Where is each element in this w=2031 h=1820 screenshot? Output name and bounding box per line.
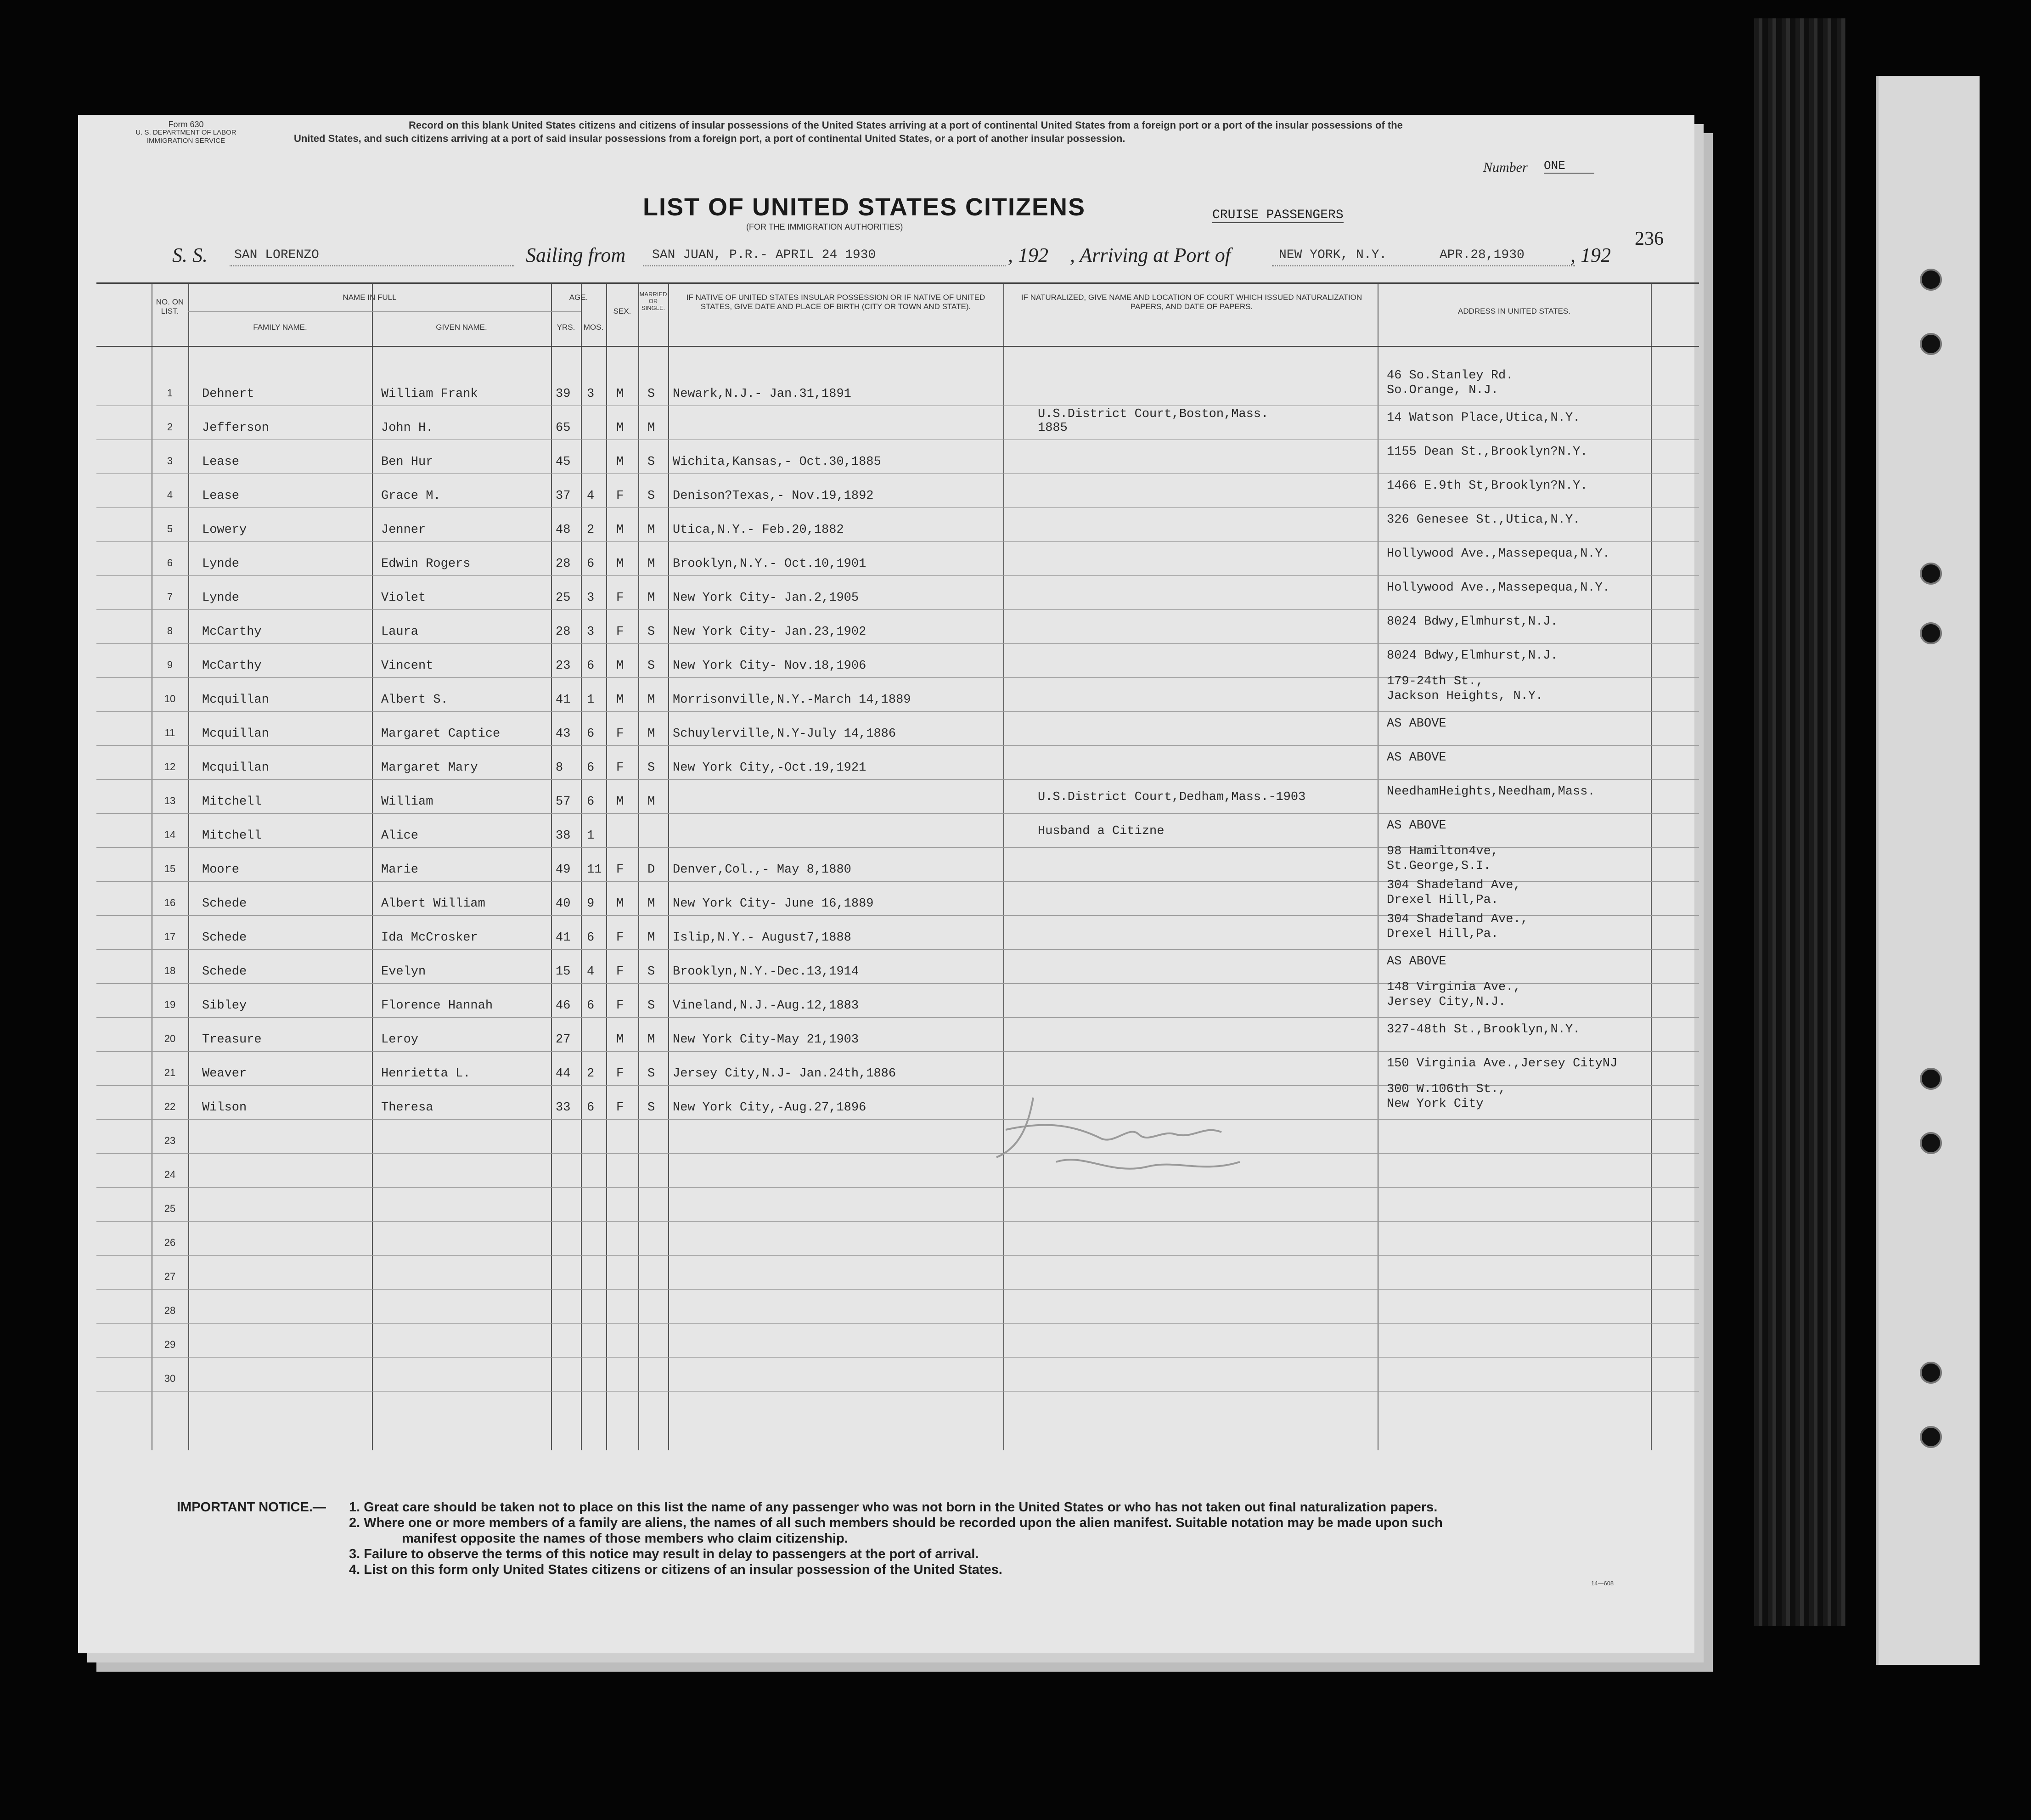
address: AS ABOVE <box>1387 717 1446 731</box>
family-name: McCarthy <box>202 625 262 639</box>
birth-info: Jersey City,N.J- Jan.24th,1886 <box>673 1067 896 1081</box>
punch-hole <box>1920 563 1942 585</box>
punch-hole <box>1920 1068 1942 1090</box>
address-line-2: Jersey City,N.J. <box>1387 995 1506 1009</box>
sex: M <box>616 659 624 673</box>
marital-status: M <box>647 931 655 945</box>
marital-status: S <box>647 965 655 979</box>
age-years: 65 <box>556 421 571 435</box>
important-notice <box>177 1499 1660 1578</box>
row-number: 17 <box>164 931 176 942</box>
family-name: Lowery <box>202 523 247 537</box>
age-months: 11 <box>587 863 602 877</box>
sex: F <box>616 489 624 503</box>
ship-underline <box>230 265 514 266</box>
row-rule <box>96 1017 1699 1018</box>
form-number: Form 630 <box>168 120 204 129</box>
punch-hole <box>1920 269 1942 291</box>
family-name: Weaver <box>202 1067 247 1081</box>
address-line-2: St.George,S.I. <box>1387 859 1491 873</box>
row-rule <box>96 1187 1699 1188</box>
given-name: Laura <box>381 625 419 639</box>
address: 14 Watson Place,Utica,N.Y. <box>1387 411 1581 425</box>
naturalization-date: 1885 <box>1038 421 1068 435</box>
notice-item-4: 4. List on this form only United States citizens or citizens of an insular possession of the United States. <box>349 1562 1002 1577</box>
form-code: 14—608 <box>1591 1580 1614 1587</box>
address: 300 W.106th St., <box>1387 1082 1506 1096</box>
page-subtitle: (FOR THE IMMIGRATION AUTHORITIES) <box>746 222 903 231</box>
marital-status: M <box>647 557 655 571</box>
age-years: 48 <box>556 523 571 537</box>
age-years: 23 <box>556 659 571 673</box>
address: 148 Virginia Ave., <box>1387 980 1521 994</box>
given-name: Grace M. <box>381 489 441 503</box>
age-months: 2 <box>587 1067 595 1081</box>
ship-name: SAN LORENZO <box>234 248 319 262</box>
address-line-2: So.Orange, N.J. <box>1387 383 1499 397</box>
row-rule <box>96 609 1699 610</box>
birth-info: Islip,N.Y.- August7,1888 <box>673 931 851 945</box>
family-name: Lease <box>202 455 240 469</box>
sex: M <box>616 557 624 571</box>
address: NeedhamHeights,Needham,Mass. <box>1387 785 1595 799</box>
address: 304 Shadeland Ave., <box>1387 913 1528 926</box>
sex: F <box>616 931 624 945</box>
sex: M <box>616 693 624 707</box>
family-name: Treasure <box>202 1033 262 1047</box>
family-name: McCarthy <box>202 659 262 673</box>
col-yrs: YRS. <box>557 323 575 332</box>
row-number: 25 <box>164 1203 176 1214</box>
age-years: 45 <box>556 455 571 469</box>
row-number: 24 <box>164 1169 176 1180</box>
age-years: 43 <box>556 727 571 741</box>
row-rule <box>96 1357 1699 1358</box>
address-line-2: New York City <box>1387 1097 1484 1111</box>
age-months: 6 <box>587 659 595 673</box>
marital-status: S <box>647 625 655 639</box>
row-rule <box>96 745 1699 746</box>
address: Hollywood Ave.,Massepequa,N.Y. <box>1387 581 1610 595</box>
row-rule <box>96 575 1699 576</box>
birth-info: Denison?Texas,- Nov.19,1892 <box>673 489 874 503</box>
ss-label: S. S. <box>172 244 208 266</box>
address: Hollywood Ave.,Massepequa,N.Y. <box>1387 547 1610 561</box>
year-suffix-1: , 192 <box>1008 244 1048 266</box>
passenger-table <box>96 282 1699 1450</box>
row-number: 18 <box>164 965 176 976</box>
row-number: 23 <box>164 1135 176 1146</box>
sex: M <box>616 455 624 469</box>
age-months: 6 <box>587 727 595 741</box>
given-name: Albert William <box>381 897 485 911</box>
given-name: Marie <box>381 863 419 877</box>
sailing-underline <box>643 265 1006 266</box>
sex: M <box>616 421 624 435</box>
binding-edge <box>1754 18 1846 1626</box>
row-number: 19 <box>164 999 176 1010</box>
birth-info: Wichita,Kansas,- Oct.30,1885 <box>673 455 881 469</box>
family-name: Schede <box>202 897 247 911</box>
family-name: Mitchell <box>202 795 262 809</box>
row-number: 7 <box>167 591 173 603</box>
marital-status: S <box>647 387 655 401</box>
punch-hole <box>1920 1426 1942 1448</box>
marital-status: S <box>647 455 655 469</box>
birth-info: New York City- Jan.2,1905 <box>673 591 859 605</box>
family-name: Mcquillan <box>202 761 269 775</box>
row-rule <box>96 541 1699 542</box>
age-months: 4 <box>587 489 595 503</box>
sex: F <box>616 965 624 979</box>
birth-info: Brooklyn,N.Y.-Dec.13,1914 <box>673 965 859 979</box>
age-years: 41 <box>556 931 571 945</box>
row-number: 9 <box>167 659 173 671</box>
row-number: 30 <box>164 1373 176 1384</box>
age-months: 6 <box>587 557 595 571</box>
age-years: 57 <box>556 795 571 809</box>
row-rule <box>96 1323 1699 1324</box>
address: AS ABOVE <box>1387 819 1446 833</box>
marital-status: S <box>647 999 655 1013</box>
col-sex: SEX. <box>613 307 631 316</box>
sex: F <box>616 1101 624 1115</box>
row-number: 14 <box>164 829 176 840</box>
age-months: 3 <box>587 625 595 639</box>
family-name: Lease <box>202 489 240 503</box>
sex: M <box>616 387 624 401</box>
age-years: 33 <box>556 1101 571 1115</box>
sex: F <box>616 761 624 775</box>
naturalization: Husband a Citizne <box>1038 824 1165 838</box>
marital-status: S <box>647 659 655 673</box>
family-name: Dehnert <box>202 387 254 401</box>
notice-item-2-cont: manifest opposite the names of those members who claim citizenship. <box>402 1531 848 1546</box>
given-name: Vincent <box>381 659 433 673</box>
address: 98 Hamilton4ve, <box>1387 845 1499 858</box>
age-years: 27 <box>556 1033 571 1047</box>
form-identifier <box>115 120 257 145</box>
age-years: 25 <box>556 591 571 605</box>
marital-status: S <box>647 1101 655 1115</box>
age-months: 6 <box>587 999 595 1013</box>
age-years: 38 <box>556 829 571 843</box>
row-number: 26 <box>164 1237 176 1248</box>
address: 327-48th St.,Brooklyn,N.Y. <box>1387 1023 1581 1037</box>
row-number: 22 <box>164 1101 176 1112</box>
number-value: ONE <box>1544 159 1594 174</box>
age-years: 46 <box>556 999 571 1013</box>
sex: F <box>616 591 624 605</box>
given-name: Margaret Mary <box>381 761 478 775</box>
year-suffix-2: , 192 <box>1570 244 1611 266</box>
row-number: 4 <box>167 489 173 501</box>
col-married-single: MARRIED OR SINGLE. <box>639 291 667 311</box>
age-months: 6 <box>587 931 595 945</box>
given-name: Violet <box>381 591 426 605</box>
birth-info: New York City- June 16,1889 <box>673 897 874 911</box>
birth-info: New York City,-Aug.27,1896 <box>673 1101 866 1115</box>
punch-hole <box>1920 1132 1942 1154</box>
marital-status: M <box>647 897 655 911</box>
birth-info: Morrisonville,N.Y.-March 14,1889 <box>673 693 911 707</box>
address: 304 Shadeland Ave, <box>1387 879 1521 892</box>
sex: F <box>616 625 624 639</box>
row-rule <box>96 711 1699 712</box>
family-name: Sibley <box>202 999 247 1013</box>
col-birth: IF NATIVE OF UNITED STATES INSULAR POSSESSION OR IF NATIVE OF UNITED STATES, GIVE DATE AND PLACE OF BIRTH (CITY OR TOWN AND STATE). <box>686 293 985 311</box>
row-number: 6 <box>167 557 173 569</box>
row-rule <box>96 1119 1699 1120</box>
col-age: AGE. <box>569 293 588 302</box>
col-family-name: FAMILY NAME. <box>253 323 307 332</box>
sex: F <box>616 1067 624 1081</box>
birth-info: Newark,N.J.- Jan.31,1891 <box>673 387 851 401</box>
age-months: 3 <box>587 387 595 401</box>
given-name: Margaret Captice <box>381 727 501 741</box>
marital-status: M <box>647 591 655 605</box>
arriving-underline <box>1272 265 1575 266</box>
row-rule <box>96 1391 1699 1392</box>
row-number: 16 <box>164 897 176 908</box>
col-name-in-full: NAME IN FULL <box>343 293 397 302</box>
row-number: 8 <box>167 625 173 637</box>
sailing-label: Sailing from <box>526 244 626 266</box>
row-rule <box>96 643 1699 644</box>
age-months: 1 <box>587 693 595 707</box>
punch-hole <box>1920 333 1942 355</box>
cruise-stamp: CRUISE PASSENGERS <box>1212 208 1344 222</box>
address: 326 Genesee St.,Utica,N.Y. <box>1387 513 1581 527</box>
row-rule <box>96 1289 1699 1290</box>
age-years: 39 <box>556 387 571 401</box>
address: 1466 E.9th St,Brooklyn?N.Y. <box>1387 479 1588 493</box>
birth-info: Utica,N.Y.- Feb.20,1882 <box>673 523 844 537</box>
marital-status: S <box>647 1067 655 1081</box>
address: 1155 Dean St.,Brooklyn?N.Y. <box>1387 445 1588 459</box>
birth-info: Brooklyn,N.Y.- Oct.10,1901 <box>673 557 866 571</box>
punch-hole <box>1920 622 1942 644</box>
birth-info: Vineland,N.J.-Aug.12,1883 <box>673 999 859 1013</box>
given-name: Alice <box>381 829 419 843</box>
family-name: Schede <box>202 965 247 979</box>
row-number: 5 <box>167 523 173 535</box>
given-name: Theresa <box>381 1101 433 1115</box>
notice-item-2: 2. Where one or more members of a family are aliens, the names of all such members should be recorded upon the alien manifest. Suitable notation may be made upon such <box>349 1516 1443 1530</box>
birth-info: Denver,Col.,- May 8,1880 <box>673 863 851 877</box>
age-years: 28 <box>556 557 571 571</box>
given-name: Albert S. <box>381 693 448 707</box>
family-name: Lynde <box>202 591 240 605</box>
age-years: 41 <box>556 693 571 707</box>
family-name: Jefferson <box>202 421 269 435</box>
given-name: Evelyn <box>381 965 426 979</box>
marital-status: M <box>647 693 655 707</box>
marital-status: S <box>647 761 655 775</box>
marital-status: M <box>647 1033 655 1047</box>
given-name: Ida McCrosker <box>381 931 478 945</box>
family-name: Schede <box>202 931 247 945</box>
notice-item-1: 1. Great care should be taken not to place on this list the name of any passenger who was not born in the United States or who has not taken out final naturalization papers. <box>349 1500 1438 1515</box>
row-rule <box>96 1153 1699 1154</box>
row-rule <box>96 779 1699 780</box>
birth-info: New York City- Nov.18,1906 <box>673 659 866 673</box>
marital-status: M <box>647 523 655 537</box>
given-name: Ben Hur <box>381 455 433 469</box>
row-number: 3 <box>167 455 173 467</box>
notice-item-3: 3. Failure to observe the terms of this notice may result in delay to passengers at the port of arrival. <box>349 1547 979 1561</box>
punch-hole <box>1920 1362 1942 1384</box>
sex: F <box>616 727 624 741</box>
age-years: 49 <box>556 863 571 877</box>
row-number: 13 <box>164 795 176 806</box>
age-years: 15 <box>556 965 571 979</box>
sex: M <box>616 523 624 537</box>
address: 150 Virginia Ave.,Jersey CityNJ <box>1387 1057 1618 1071</box>
naturalization: U.S.District Court,Dedham,Mass.-1903 <box>1038 790 1306 804</box>
age-years: 37 <box>556 489 571 503</box>
arriving-label: , Arriving at Port of <box>1070 244 1231 266</box>
row-number: 21 <box>164 1067 176 1078</box>
arriving-port: NEW YORK, N.Y. <box>1279 248 1387 262</box>
address-line-2: Drexel Hill,Pa. <box>1387 893 1499 907</box>
age-months: 3 <box>587 591 595 605</box>
family-name: Lynde <box>202 557 240 571</box>
side-binding-strip <box>1876 76 1980 1665</box>
address: 8024 Bdwy,Elmhurst,N.J. <box>1387 649 1558 663</box>
record-instructions: Record on this blank United States citizens and citizens of insular possessions of the United States arriving at a port of continental United States from a foreign port or a port of the insular possessions of the United States, and such citizens arriving at a port of said insular possessions from a foreign port, a port of continental United States, or a port of another insular possession. <box>294 119 1403 144</box>
address: AS ABOVE <box>1387 751 1446 765</box>
birth-info: Schuylerville,N.Y-July 14,1886 <box>673 727 896 741</box>
page-title: LIST OF UNITED STATES CITIZENS <box>643 193 1086 221</box>
row-number: 10 <box>164 693 176 704</box>
given-name: Henrietta L. <box>381 1067 471 1081</box>
age-years: 44 <box>556 1067 571 1081</box>
sex: F <box>616 863 624 877</box>
row-number: 27 <box>164 1271 176 1282</box>
row-number: 28 <box>164 1305 176 1316</box>
address: 179-24th St., <box>1387 675 1484 688</box>
given-name: John H. <box>381 421 433 435</box>
row-number: 29 <box>164 1339 176 1350</box>
row-rule <box>96 1221 1699 1222</box>
given-name: Florence Hannah <box>381 999 493 1013</box>
row-number: 20 <box>164 1033 176 1044</box>
sailing-from: SAN JUAN, P.R.- APRIL 24 1930 <box>652 248 876 262</box>
row-number: 11 <box>164 727 175 738</box>
col-mos: MOS. <box>583 323 604 332</box>
age-months: 2 <box>587 523 595 537</box>
family-name: Mitchell <box>202 829 262 843</box>
family-name: Mcquillan <box>202 727 269 741</box>
given-name: William <box>381 795 433 809</box>
age-years: 28 <box>556 625 571 639</box>
row-rule <box>96 813 1699 814</box>
row-rule <box>96 1255 1699 1256</box>
age-months: 6 <box>587 795 595 809</box>
department: U. S. DEPARTMENT OF LABOR <box>135 129 236 136</box>
sex: F <box>616 999 624 1013</box>
sex: M <box>616 795 624 809</box>
age-months: 4 <box>587 965 595 979</box>
col-given-name: GIVEN NAME. <box>436 323 487 332</box>
age-months: 6 <box>587 761 595 775</box>
family-name: Mcquillan <box>202 693 269 707</box>
marital-status: D <box>647 863 655 877</box>
page-number: 236 <box>1635 228 1664 249</box>
address-line-2: Drexel Hill,Pa. <box>1387 927 1499 941</box>
address: 46 So.Stanley Rd. <box>1387 369 1513 383</box>
col-no: NO. ON LIST. <box>156 298 184 316</box>
row-number: 12 <box>164 761 176 772</box>
row-rule <box>96 507 1699 508</box>
birth-info: New York City- Jan.23,1902 <box>673 625 866 639</box>
number-label: Number <box>1483 160 1528 175</box>
row-number: 2 <box>167 421 173 433</box>
given-name: William Frank <box>381 387 478 401</box>
row-number: 15 <box>164 863 176 874</box>
birth-info: New York City-May 21,1903 <box>673 1033 859 1047</box>
given-name: Leroy <box>381 1033 419 1047</box>
sex: M <box>616 897 624 911</box>
address-line-2: Jackson Heights, N.Y. <box>1387 689 1543 703</box>
birth-info: New York City,-Oct.19,1921 <box>673 761 866 775</box>
marital-status: S <box>647 489 655 503</box>
address: 8024 Bdwy,Elmhurst,N.J. <box>1387 615 1558 629</box>
age-months: 6 <box>587 1101 595 1115</box>
naturalization: U.S.District Court,Boston,Mass. <box>1038 407 1269 421</box>
row-number: 1 <box>167 387 173 399</box>
marital-status: M <box>647 795 655 809</box>
notice-lead: IMPORTANT NOTICE.— <box>177 1500 326 1515</box>
given-name: Jenner <box>381 523 426 537</box>
official-signature <box>964 1070 1322 1189</box>
age-months: 1 <box>587 829 595 843</box>
col-naturalized: IF NATURALIZED, GIVE NAME AND LOCATION OF COURT WHICH ISSUED NATURALIZATION PAPERS, AND DATE OF PAPERS. <box>1021 293 1362 311</box>
family-name: Wilson <box>202 1101 247 1115</box>
row-rule <box>96 473 1699 474</box>
sex: M <box>616 1033 624 1047</box>
marital-status: M <box>647 727 655 741</box>
row-rule <box>96 949 1699 950</box>
address: AS ABOVE <box>1387 955 1446 969</box>
age-years: 40 <box>556 897 571 911</box>
service: IMMIGRATION SERVICE <box>146 137 225 145</box>
age-years: 8 <box>556 761 563 775</box>
family-name: Moore <box>202 863 240 877</box>
age-months: 9 <box>587 897 595 911</box>
col-address: ADDRESS IN UNITED STATES. <box>1458 307 1570 316</box>
marital-status: M <box>647 421 655 435</box>
given-name: Edwin Rogers <box>381 557 471 571</box>
arrival-date: APR.28,1930 <box>1440 248 1525 262</box>
row-rule <box>96 1051 1699 1052</box>
